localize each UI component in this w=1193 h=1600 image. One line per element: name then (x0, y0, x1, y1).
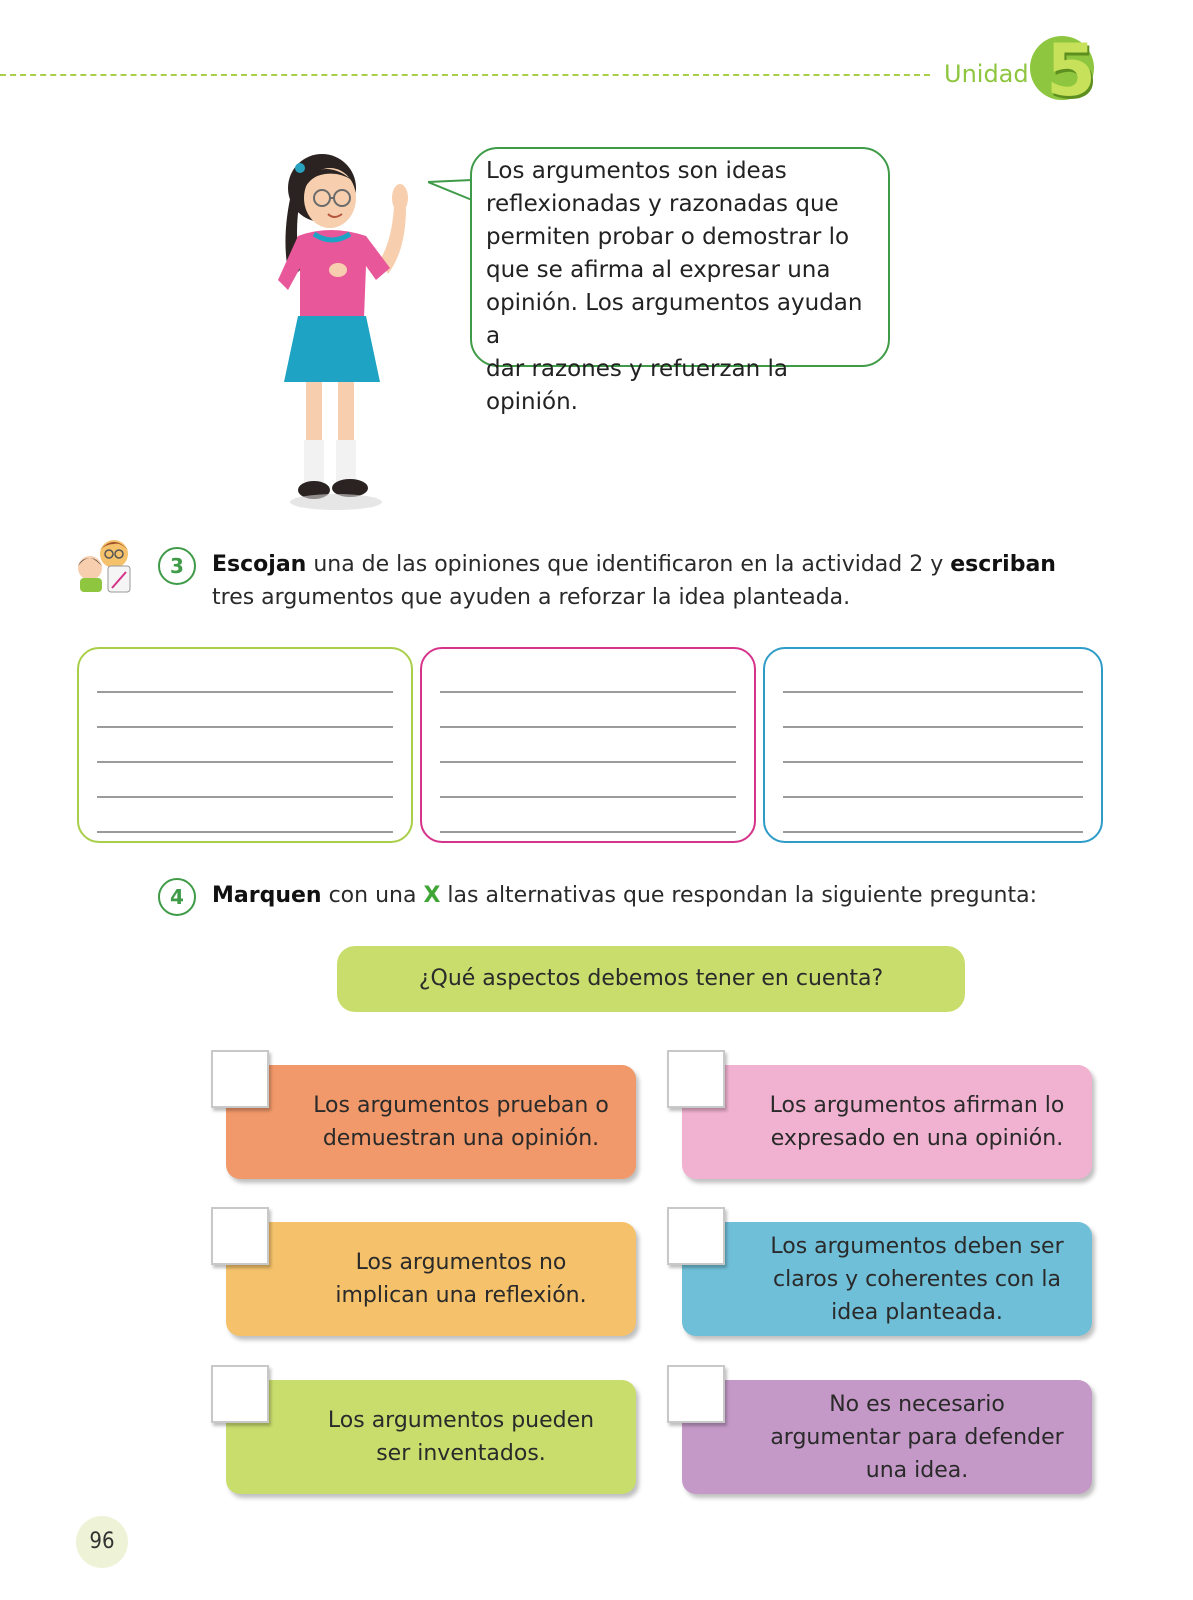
unit-label: Unidad (944, 60, 1029, 88)
speech-bubble-line: opinión. Los argumentos ayudan a (486, 290, 863, 349)
option-text-line: argumentar para defender (770, 1424, 1064, 1450)
option-card-3 (226, 1222, 636, 1336)
answer-box-1[interactable] (77, 647, 413, 843)
option-checkbox-4[interactable] (667, 1207, 725, 1265)
header-dashed-line (0, 74, 930, 76)
option-text-line: Los argumentos no (355, 1250, 567, 1275)
speech-bubble-line: que se afirma al expresar una (486, 257, 831, 283)
option-text-line: Los argumentos afirman lo (769, 1093, 1065, 1118)
option-card-4 (682, 1222, 1092, 1336)
speech-bubble-line: permiten probar o demostrar lo (486, 224, 850, 250)
page-number: 96 (76, 1516, 128, 1568)
option-text-line: demuestran una opinión. (322, 1126, 600, 1151)
pair-work-icon (72, 536, 136, 594)
activity-3-instruction (212, 548, 1112, 614)
question-pill: ¿Qué aspectos debemos tener en cuenta? (337, 946, 965, 1012)
speech-bubble-line: dar razones y refuerzan la opinión. (486, 356, 789, 415)
option-text-line: claros y coherentes con la (773, 1266, 1061, 1292)
option-text-line: Los argumentos pueden (327, 1408, 595, 1433)
option-checkbox-1[interactable] (211, 1050, 269, 1108)
option-text-line: expresado en una opinión. (770, 1126, 1064, 1151)
activity-3-verb-1: Escojan (212, 552, 307, 577)
activity-4-text-a: con una (321, 883, 424, 908)
option-text-line: Los argumentos deben ser (770, 1233, 1064, 1259)
option-checkbox-5[interactable] (211, 1365, 269, 1423)
speech-bubble (470, 147, 890, 415)
option-text-line: ser inventados. (376, 1441, 546, 1466)
option-checkbox-2[interactable] (667, 1050, 725, 1108)
option-checkbox-3[interactable] (211, 1207, 269, 1265)
activity-4-instruction (212, 879, 1112, 912)
speech-bubble-line: Los argumentos son ideas (486, 158, 787, 184)
answer-box-3[interactable] (763, 647, 1103, 843)
option-text-line: una idea. (865, 1457, 969, 1483)
activity-3-text: una de las opiniones que identificaron en la actividad 2 y (306, 552, 951, 577)
option-card-6 (682, 1380, 1092, 1494)
answer-box-2[interactable] (420, 647, 756, 843)
unit-number: 5 (1045, 28, 1097, 112)
option-text-line: idea planteada. (831, 1299, 1003, 1325)
option-card-1 (226, 1065, 636, 1179)
option-card-2 (682, 1065, 1092, 1179)
girl-illustration (270, 150, 410, 520)
option-card-5 (226, 1380, 636, 1494)
option-text-line: Los argumentos prueban o (313, 1093, 609, 1118)
option-text-line: No es necesario (829, 1391, 1005, 1417)
activity-3-text-line-2: tres argumentos que ayuden a reforzar la idea planteada. (212, 585, 851, 610)
activity-3-verb-2: escriban (950, 552, 1056, 577)
activity-4-number: 4 (158, 878, 196, 916)
activity-4-text-b: las alternativas que respondan la siguiente pregunta: (440, 883, 1037, 908)
activity-3-number: 3 (158, 547, 196, 585)
speech-bubble-line: reflexionadas y razonadas que (486, 191, 839, 217)
activity-4-verb: Marquen (212, 883, 322, 908)
option-checkbox-6[interactable] (667, 1365, 725, 1423)
option-text-line: implican una reflexión. (335, 1283, 587, 1308)
x-mark: X (423, 883, 441, 908)
